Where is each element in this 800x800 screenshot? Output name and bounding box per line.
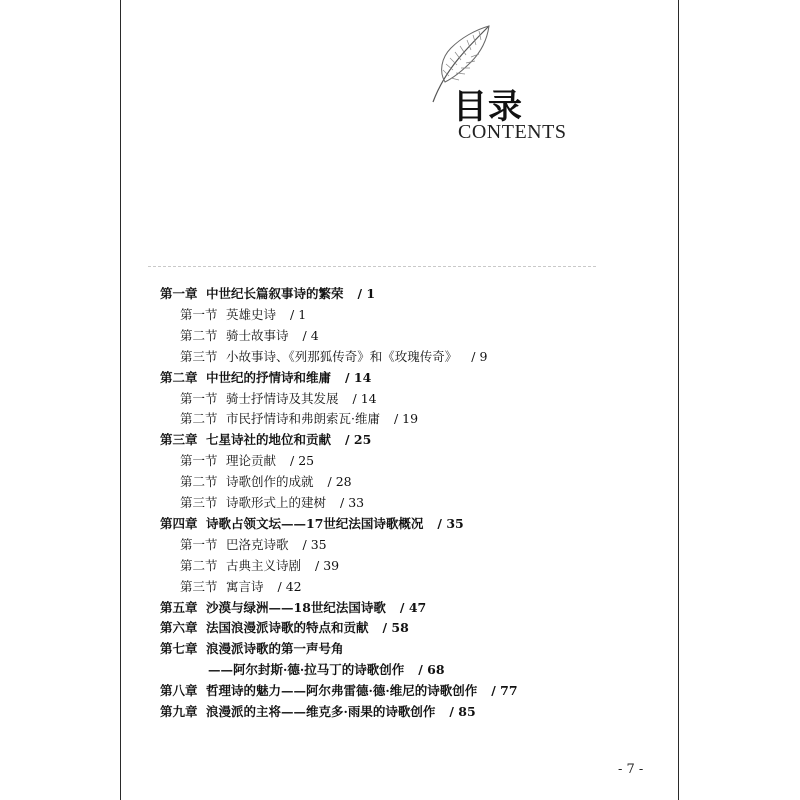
- toc-section-entry[interactable]: [180, 453, 314, 469]
- page-subtitle: CONTENTS: [458, 121, 567, 143]
- toc-entry-label: 第三章: [160, 432, 198, 447]
- toc-chapter-entry[interactable]: [160, 286, 375, 302]
- toc-entry-title: 市民抒情诗和弗朗索瓦·维庸: [226, 411, 380, 426]
- toc-entry-page: / 33: [340, 495, 365, 510]
- toc-entry-label: 第一章: [160, 286, 198, 301]
- divider: [148, 266, 596, 267]
- toc-entry-page: / 42: [277, 579, 302, 594]
- toc-entry-label: 第一节: [180, 537, 218, 552]
- toc-section-entry[interactable]: [180, 495, 364, 511]
- toc-entry-label: 第四章: [160, 516, 198, 531]
- toc-entry-label: 第五章: [160, 600, 198, 615]
- page-number: - 7 -: [618, 762, 644, 777]
- toc-entry-label: 第二节: [180, 411, 218, 426]
- toc-entry-title: 骑士抒情诗及其发展: [226, 391, 339, 406]
- toc-entry-title: 骑士故事诗: [226, 328, 289, 343]
- toc-section-entry[interactable]: [180, 391, 377, 407]
- toc-entry-page: / 9: [471, 349, 488, 364]
- toc-entry-title: 巴洛克诗歌: [226, 537, 289, 552]
- toc-entry-label: 第八章: [160, 683, 198, 698]
- toc-entry-title: 中世纪长篇叙事诗的繁荣: [206, 286, 344, 301]
- toc-entry-title: 寓言诗: [226, 579, 264, 594]
- toc-chapter-entry[interactable]: [160, 600, 426, 616]
- toc-entry-page: / 25: [345, 432, 372, 447]
- toc-entry-title: 诗歌创作的成就: [226, 474, 314, 489]
- toc-entry-title: 浪漫派诗歌的第一声号角: [206, 641, 344, 656]
- toc-entry-label: 第一节: [180, 307, 218, 322]
- toc-section-entry[interactable]: [180, 411, 418, 427]
- toc-entry-label: 第三节: [180, 495, 218, 510]
- toc-entry-title: 古典主义诗剧: [226, 558, 302, 573]
- toc-entry-title: 七星诗社的地位和贡献: [206, 432, 332, 447]
- toc-entry-title: 法国浪漫派诗歌的特点和贡献: [206, 620, 369, 635]
- toc-entry-label: 第一节: [180, 453, 218, 468]
- toc-entry-label: 第二章: [160, 370, 198, 385]
- toc-section-entry[interactable]: [180, 328, 319, 344]
- toc-entry-label: 第二节: [180, 328, 218, 343]
- toc-chapter-entry[interactable]: [160, 516, 464, 532]
- toc-section-entry[interactable]: [180, 579, 302, 595]
- toc-chapter-entry[interactable]: [160, 683, 518, 699]
- toc-entry-page: / 1: [290, 307, 307, 322]
- toc-entry-label: 第三节: [180, 349, 218, 364]
- toc-entry-label: 第三节: [180, 579, 218, 594]
- toc-entry-title: ——阿尔封斯·德·拉马丁的诗歌创作: [208, 662, 405, 677]
- toc-entry-label: 第七章: [160, 641, 198, 656]
- toc-entry-label: 第二节: [180, 558, 218, 573]
- toc-entry-title: 小故事诗、《列那狐传奇》和《玫瑰传奇》: [226, 349, 458, 364]
- toc-entry-page: / 39: [315, 558, 340, 573]
- toc-entry-page: / 77: [491, 683, 518, 698]
- toc-entry-title: 浪漫派的主将——维克多·雨果的诗歌创作: [206, 704, 436, 719]
- toc-continuation-entry[interactable]: [206, 662, 445, 678]
- toc-entry-page: / 68: [418, 662, 445, 677]
- toc-entry-page: / 14: [345, 370, 372, 385]
- toc-entry-page: / 47: [399, 600, 427, 615]
- toc-section-entry[interactable]: [180, 307, 306, 323]
- toc-chapter-entry[interactable]: [160, 641, 358, 657]
- toc-entry-page: / 19: [393, 411, 419, 426]
- toc-entry-page: / 14: [352, 391, 377, 406]
- toc-entry-page: / 4: [302, 328, 319, 343]
- toc-section-entry[interactable]: [180, 558, 339, 574]
- toc-entry-title: 沙漠与绿洲——18世纪法国诗歌: [206, 600, 386, 615]
- toc-entry-label: 第二节: [180, 474, 218, 489]
- toc-chapter-entry[interactable]: [160, 620, 409, 636]
- toc-entry-page: / 58: [382, 620, 409, 635]
- toc-entry-title: 中世纪的抒情诗和维庸: [206, 370, 332, 385]
- toc-entry-label: 第九章: [160, 704, 198, 719]
- toc-entry-title: 哲理诗的魅力——阿尔弗雷德·德·维尼的诗歌创作: [206, 683, 478, 698]
- toc-chapter-entry[interactable]: [160, 704, 476, 720]
- toc-entry-title: 诗歌占领文坛——17世纪法国诗歌概况: [206, 516, 424, 531]
- toc-entry-label: 第六章: [160, 620, 198, 635]
- toc-chapter-entry[interactable]: [160, 370, 371, 386]
- toc-section-entry[interactable]: [180, 349, 487, 365]
- toc-entry-page: / 35: [302, 537, 327, 552]
- toc-entry-page: / 35: [437, 516, 464, 531]
- left-margin-line: [120, 0, 121, 800]
- toc-entry-label: 第一节: [180, 391, 218, 406]
- toc-chapter-entry[interactable]: [160, 432, 371, 448]
- toc-entry-title: 诗歌形式上的建树: [226, 495, 327, 510]
- toc-entry-title: 英雄史诗: [226, 307, 277, 322]
- page-title: 目录: [453, 87, 523, 127]
- toc-entry-page: / 25: [290, 453, 315, 468]
- toc-section-entry[interactable]: [180, 474, 352, 490]
- toc-entry-page: / 1: [357, 286, 376, 301]
- toc-entry-title: 理论贡献: [226, 453, 277, 468]
- toc-entry-page: / 28: [327, 474, 352, 489]
- toc-section-entry[interactable]: [180, 537, 327, 553]
- toc-entry-page: / 85: [449, 704, 476, 719]
- right-margin-line: [678, 0, 679, 800]
